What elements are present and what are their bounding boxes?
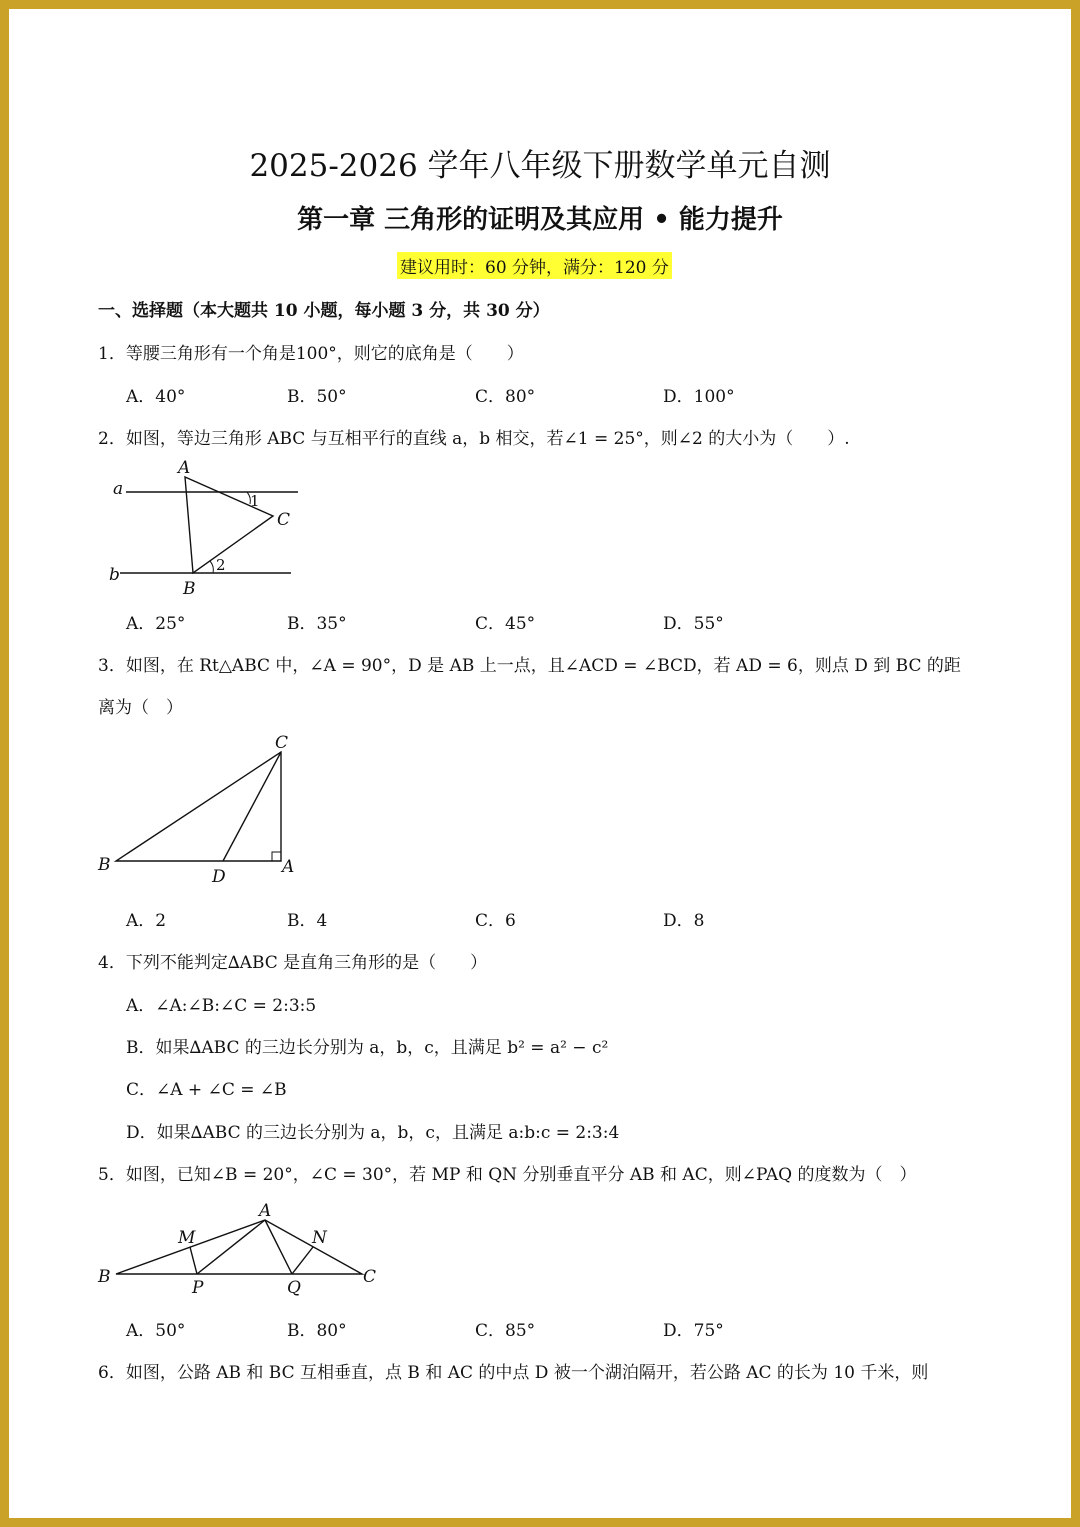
label-point-c: C <box>275 733 289 753</box>
question-1-option-c: C．80° <box>475 387 536 407</box>
page-title: 2025-2026 学年八年级下册数学单元自测 <box>249 148 831 184</box>
label-point-b: B <box>98 855 111 875</box>
question-3-option-c: C．6 <box>475 911 516 931</box>
label-point-c: C <box>277 510 291 530</box>
segment-qn <box>292 1247 313 1274</box>
label-point-p: P <box>192 1278 204 1298</box>
question-2-option-c: C．45° <box>475 614 536 634</box>
question-3-text-line2: 离为（ ） <box>98 698 183 718</box>
segment-ap <box>197 1220 265 1274</box>
question-5-option-c: C．85° <box>475 1321 536 1341</box>
question-4-text: 4．下列不能判定∆ABC 是直角三角形的是（ ） <box>98 953 488 973</box>
label-point-b: B <box>183 579 196 599</box>
question-5-option-a: A．50° <box>126 1321 186 1341</box>
question-1-option-d: D．100° <box>663 387 735 407</box>
segment-mp <box>190 1247 197 1274</box>
time-info-badge: 建议用时：60 分钟，满分：120 分 <box>397 252 672 279</box>
question-3-option-a: A．2 <box>126 911 167 931</box>
question-4-option-d: D．如果∆ABC 的三边长分别为 a，b，c，且满足 a:b:c = 2:3:4 <box>126 1123 620 1143</box>
question-1-option-b: B．50° <box>287 387 347 407</box>
question-3-option-b: B．4 <box>287 911 328 931</box>
label-point-m: M <box>178 1228 196 1248</box>
label-point-a: A <box>259 1201 272 1221</box>
question-5-option-d: D．75° <box>663 1321 724 1341</box>
label-point-c: C <box>363 1267 377 1287</box>
label-point-a: A <box>178 458 191 478</box>
question-4-option-c: C．∠A + ∠C = ∠B <box>126 1080 287 1100</box>
question-3-option-d: D．8 <box>663 911 705 931</box>
label-point-b: B <box>98 1267 111 1287</box>
label-angle-2: 2 <box>216 556 226 574</box>
question-5-option-b: B．80° <box>287 1321 347 1341</box>
question-5-text: 5．如图，已知∠B = 20°，∠C = 30°，若 MP 和 QN 分别垂直平分 AB 和 AC，则∠PAQ 的度数为（ ） <box>98 1165 917 1185</box>
question-2-option-d: D．55° <box>663 614 724 634</box>
label-a-line: a <box>113 479 124 499</box>
question-4-option-b: B．如果∆ABC 的三边长分别为 a，b，c，且满足 b² = a² − c² <box>126 1038 609 1058</box>
question-2-option-a: A．25° <box>126 614 186 634</box>
question-1-option-a: A．40° <box>126 387 186 407</box>
question-2-option-b: B．35° <box>287 614 347 634</box>
label-point-n: N <box>312 1228 327 1248</box>
label-b-line: b <box>109 565 120 585</box>
section-title: 一、选择题（本大题共 10 小题，每小题 3 分，共 30 分） <box>98 301 550 321</box>
question-4-option-a: A．∠A:∠B:∠C = 2:3:5 <box>126 996 317 1016</box>
question-2-text: 2．如图，等边三角形 ABC 与互相平行的直线 a，b 相交，若∠1 = 25°，则∠2 的大小为（ ）. <box>98 429 850 449</box>
label-point-a: A <box>282 857 295 877</box>
label-point-d: D <box>212 867 226 887</box>
label-angle-1: 1 <box>250 492 260 510</box>
label-point-q: Q <box>287 1278 301 1298</box>
question-3-text-line1: 3．如图，在 Rt△ABC 中，∠A = 90°，D 是 AB 上一点，且∠ACD = ∠BCD，若 AD = 6，则点 D 到 BC 的距 <box>98 656 961 676</box>
page-subtitle: 第一章 三角形的证明及其应用 • 能力提升 <box>297 205 783 235</box>
question-1-text: 1．等腰三角形有一个角是100°，则它的底角是（ ） <box>98 344 524 364</box>
question-6-text: 6．如图，公路 AB 和 BC 互相垂直，点 B 和 AC 的中点 D 被一个湖泊隔开，若公路 AC 的长为 10 千米，则 <box>98 1363 929 1383</box>
